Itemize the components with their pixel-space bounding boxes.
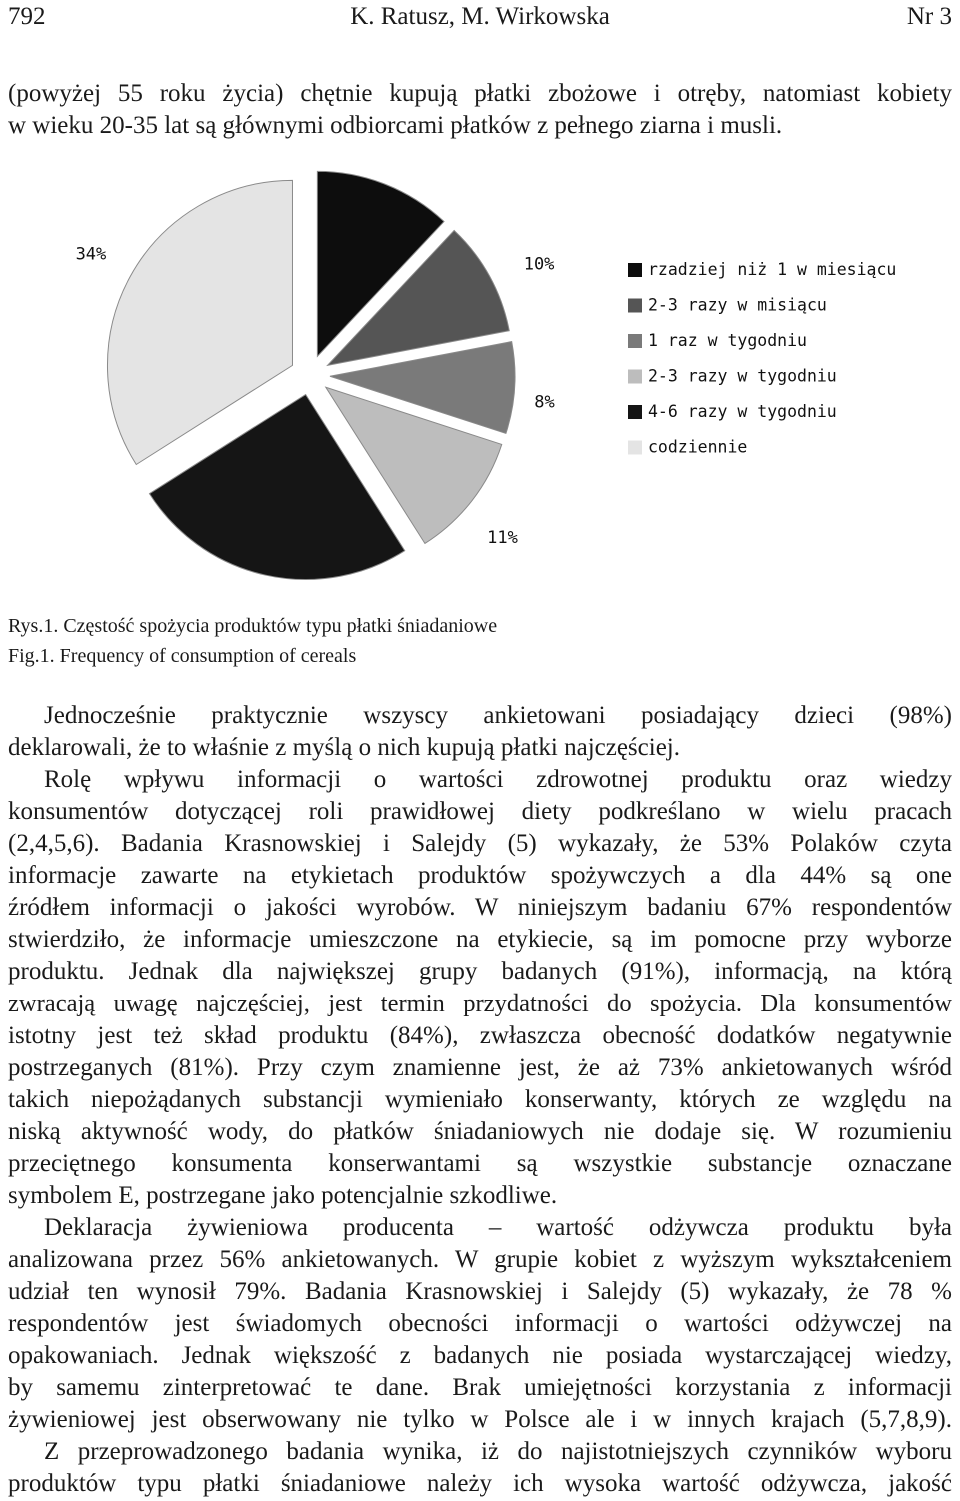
text-line: deklarowali, że to właśnie z myślą o nich kupują płatki najczęściej. (8, 734, 680, 761)
intro-paragraph (8, 78, 952, 142)
text-line: produktu. Jednak dla największej grupy badanych (91%), informacją, na którą (8, 958, 952, 985)
text-line: Rolę wpływu informacji o wartości zdrowotnej produktu oraz wiedzy (44, 766, 952, 793)
text-line: produktów typu płatki śniadaniowe należy ich wysoka wartość odżywcza, jakość (8, 1470, 952, 1497)
text-line: udział ten wynosił 79%. Badania Krasnowskiej i Salejdy (5) wykazały, że 78 % (8, 1278, 952, 1305)
text-line: żywieniowej jest obserwowany nie tylko w Polsce ale i w innych krajach (5,7,8,9). (8, 1406, 952, 1433)
legend-swatch (628, 299, 642, 313)
text-line: by samemu zinterpretować te dane. Brak umiejętności korzystania z informacji (8, 1374, 952, 1401)
body-text (8, 700, 952, 1500)
pie-data-label: 34% (75, 244, 107, 265)
pie-chart (60, 170, 940, 590)
text-line: (powyżej 55 roku życia) chętnie kupują płatki zbożowe i otręby, natomiast kobiety (8, 80, 952, 107)
text-line: istotny jest też skład produktu (84%), zwłaszcza obecność dodatków negatywnie (8, 1022, 952, 1049)
text-line: takich niepożądanych substancji wymieniało konserwanty, których ze względu na (8, 1086, 952, 1113)
legend-swatch (628, 334, 642, 348)
legend-label: rzadziej niż 1 w miesiącu (648, 260, 897, 279)
legend-label: 1 raz w tygodniu (648, 331, 807, 350)
page-number: 792 (8, 3, 46, 30)
text-line: źródłem informacji o jakości wyrobów. W niniejszym badaniu 67% respondentów (8, 894, 952, 921)
legend-swatch (628, 405, 642, 419)
pie-slices (107, 171, 514, 579)
text-line: Deklaracja żywieniowa producenta – wartość odżywcza produktu była (44, 1214, 952, 1241)
text-line: Z przeprowadzonego badania wynika, iż do najistotniejszych czynników wyboru (44, 1438, 952, 1465)
pie-data-label: 8% (534, 392, 555, 413)
text-line: analizowana przez 56% ankietowanych. W grupie kobiet z wyższym wykształceniem (8, 1246, 952, 1273)
legend-swatch (628, 441, 642, 455)
legend-label: 4-6 razy w tygodniu (648, 402, 837, 421)
text-line: niską aktywność wody, do płatków śniadaniowych nie dodaje się. W rozumieniu (8, 1118, 952, 1145)
text-line: zwracają uwagę najczęściej, jest termin przydatności do spożycia. Dla konsumentów (8, 990, 952, 1017)
text-line: informacje zawarte na etykietach produktów spożywczych a dla 44% są one (8, 862, 952, 889)
figure-caption-en: Fig.1. Frequency of consumption of cereals (8, 645, 357, 667)
pie-data-label: 10% (523, 254, 555, 275)
chart-legend (628, 260, 896, 457)
pie-data-label: 11% (487, 528, 518, 549)
text-line: stwierdziło, że informacje umieszczone na etykiecie, są im pomocne przy wyborze (8, 926, 952, 953)
text-line: symbolem E, postrzegane jako potencjalnie szkodliwe. (8, 1182, 558, 1209)
text-line: respondentów jest świadomych obecności informacji o wartości odżywczej na (8, 1310, 952, 1337)
text-line: Jednocześnie praktycznie wszyscy ankietowani posiadający dzieci (98%) (44, 702, 952, 729)
text-line: w wieku 20-35 lat są głównymi odbiorcami płatków z pełnego ziarna i musli. (8, 112, 783, 139)
legend-swatch (628, 263, 642, 277)
running-authors: K. Ratusz, M. Wirkowska (350, 3, 610, 30)
text-line: konsumentów dotyczącej roli prawidłowej diety podkreślano w wielu pracach (8, 798, 952, 825)
running-header (8, 2, 952, 32)
text-line: opakowaniach. Jednak większość z badanych nie posiada wystarczającej wiedzy, (8, 1342, 952, 1369)
issue-number: Nr 3 (906, 3, 952, 30)
legend-label: codziennie (648, 437, 748, 457)
figure-caption-pl: Rys.1. Częstość spożycia produktów typu płatki śniadaniowe (8, 615, 498, 637)
text-line: przeciętnego konsumenta konserwantami są wszystkie substancje oznaczane (8, 1150, 952, 1177)
legend-label: 2-3 razy w tygodniu (648, 366, 837, 386)
text-line: postrzeganych (81%). Przy czym znamienne jest, że aż 73% ankietowanych wśród (8, 1054, 952, 1081)
legend-swatch (628, 370, 642, 384)
legend-label: 2-3 razy w misiącu (648, 295, 827, 315)
text-line: (2,4,5,6). Badania Krasnowskiej i Salejdy (5) wykazały, że 53% Polaków czyta (8, 830, 952, 857)
